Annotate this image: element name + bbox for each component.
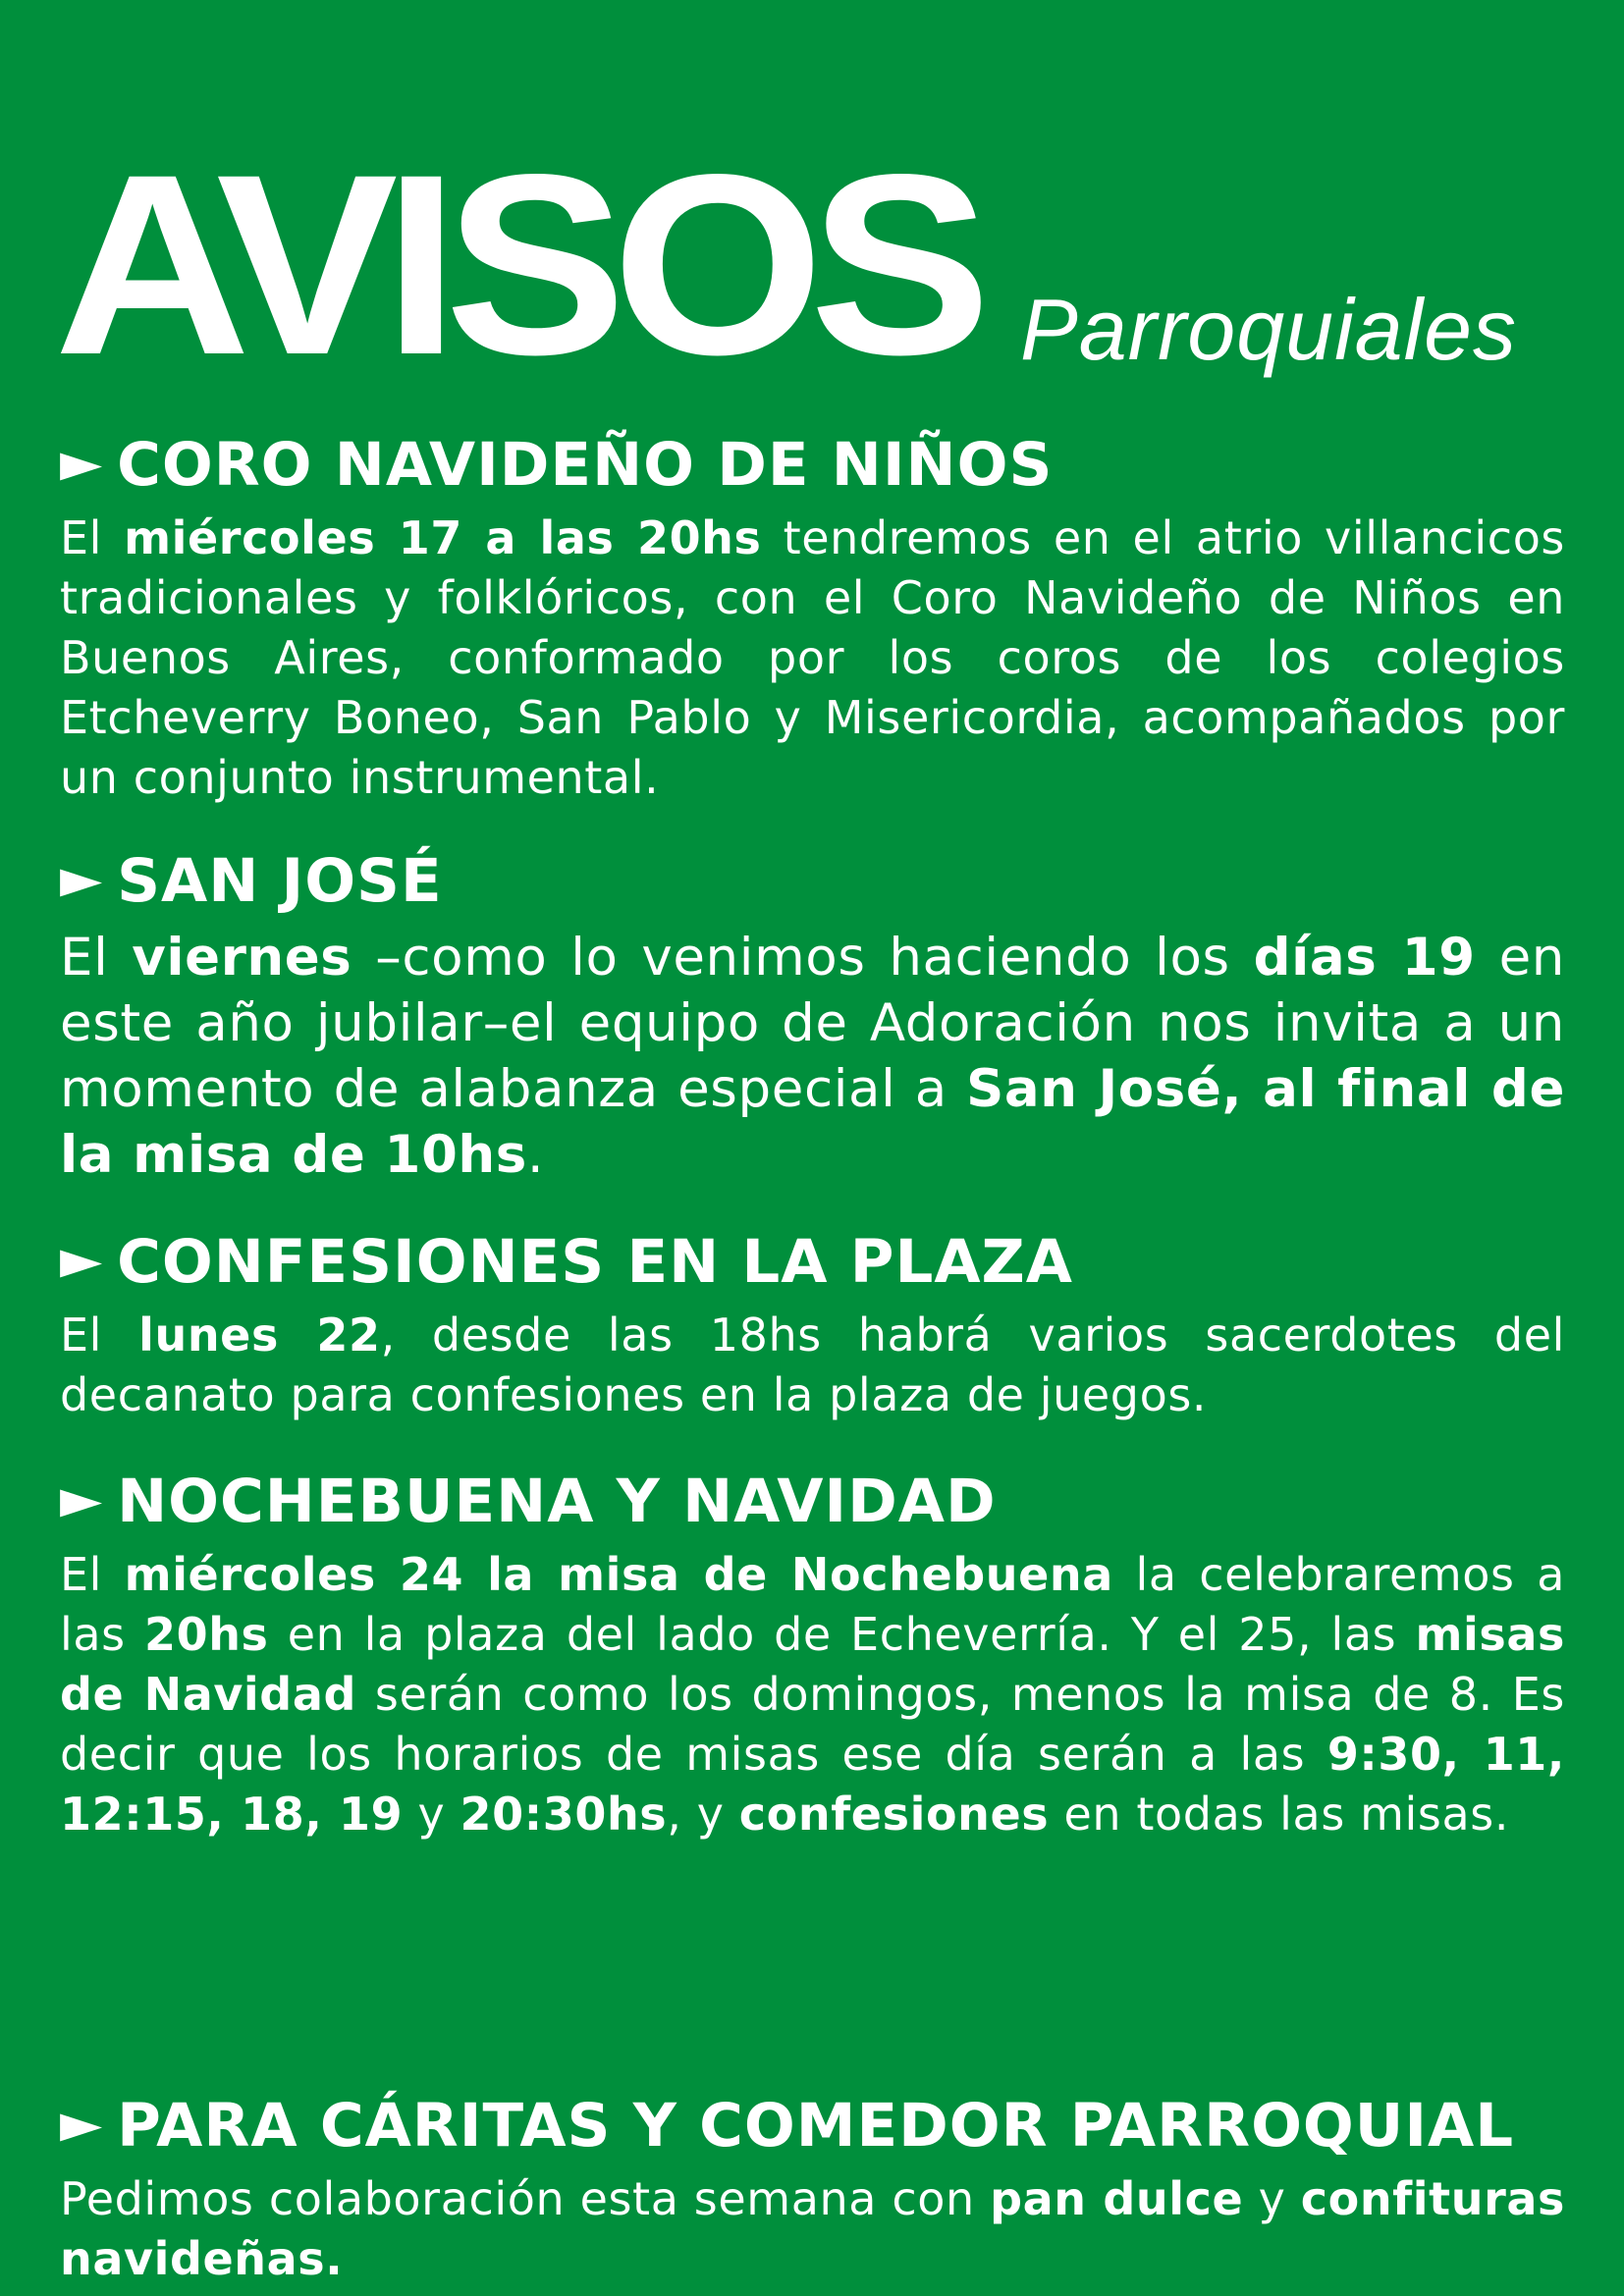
arrow-icon: ►	[60, 1228, 104, 1292]
body-text-run: , y	[667, 1788, 739, 1841]
section-body	[60, 1545, 1565, 1844]
section-heading	[60, 840, 1565, 925]
section-heading-text: CONFESIONES EN LA PLAZA	[117, 1227, 1073, 1297]
section-nochebuena	[60, 1461, 1565, 1844]
body-text-run: Pedimos colaboración esta semana con	[60, 2172, 991, 2225]
body-text-run: El	[60, 1548, 125, 1601]
body-bold-run: confesiones	[738, 1788, 1050, 1841]
section-body	[60, 925, 1565, 1188]
section-body	[60, 508, 1565, 808]
page-subtitle: Parroquiales	[1020, 281, 1518, 378]
section-heading	[60, 2085, 1565, 2169]
body-bold-run: lunes 22	[138, 1308, 381, 1362]
section-body	[60, 1306, 1565, 1425]
section-heading-text: CORO NAVIDEÑO DE NIÑOS	[117, 430, 1054, 500]
body-text-run: El	[60, 511, 125, 564]
body-text-run: en la plaza del lado de Echeverría. Y el 25, las	[268, 1608, 1416, 1661]
section-caritas	[60, 2085, 1565, 2289]
body-bold-run: 9:30, 11, 12:15, 18, 19	[60, 1728, 1565, 1841]
body-text-run: .	[526, 1125, 545, 1185]
body-bold-run: misas de Navidad	[60, 1608, 1565, 1721]
body-bold-run: pan dulce	[990, 2172, 1244, 2225]
body-bold-run: San José, al final de la misa de 10hs	[60, 1059, 1565, 1185]
page-title: AVISOS	[54, 121, 977, 408]
body-text-run: en todas las misas.	[1049, 1788, 1510, 1841]
body-text-run: y	[403, 1788, 460, 1841]
section-body	[60, 2169, 1565, 2289]
body-bold-run: días 19	[1253, 928, 1476, 988]
section-heading	[60, 1221, 1565, 1306]
body-text-run: tendremos en el atrio villancicos tradicionales y folklóricos, con el Coro Navideño de Niños en Buenos Aires, conformado por los coros de los colegios Etcheverry Boneo, San Pablo y Misericordia, acompañados por un conjunto instrumental.	[60, 511, 1565, 804]
section-heading	[60, 424, 1565, 508]
body-bold-run: miércoles 17 a las 20hs	[124, 511, 762, 564]
body-bold-run: confituras navideñas.	[60, 2172, 1565, 2285]
section-confesiones	[60, 1221, 1565, 1425]
section-san-jose	[60, 840, 1565, 1188]
body-bold-run: viernes	[132, 928, 352, 988]
section-heading-text: SAN JOSÉ	[117, 846, 443, 916]
body-bold-run: 20hs	[143, 1608, 269, 1661]
arrow-icon: ►	[60, 1468, 104, 1531]
body-bold-run: miércoles 24 la misa de Nochebuena	[124, 1548, 1113, 1601]
body-bold-run: 20:30hs	[460, 1788, 668, 1841]
body-text-run: en este año jubilar–el equipo de Adoración nos invita a un momento de alabanza especial a	[60, 928, 1565, 1119]
body-text-run: y	[1243, 2172, 1301, 2225]
bulletin-header	[54, 121, 1565, 408]
arrow-icon: ►	[60, 431, 104, 495]
body-text-run: serán como los domingos, menos la misa de 8. Es decir que los horarios de misas ese día serán a las	[60, 1668, 1565, 1781]
body-text-run: –como lo venimos haciendo los	[352, 928, 1254, 988]
arrow-icon: ►	[60, 847, 104, 911]
section-heading-text: PARA CÁRITAS Y COMEDOR PARROQUIAL	[117, 2091, 1515, 2161]
section-heading-text: NOCHEBUENA Y NAVIDAD	[117, 1467, 997, 1536]
arrow-icon: ►	[60, 2092, 104, 2156]
section-heading	[60, 1461, 1565, 1545]
body-text-run: El	[60, 1308, 139, 1362]
body-text-run: la celebraremos a las	[60, 1548, 1565, 1661]
body-text-run: El	[60, 928, 133, 988]
bulletin-page	[54, 121, 1566, 2285]
section-coro-navideno	[60, 424, 1565, 808]
body-text-run: , desde las 18hs habrá varios sacerdotes del decanato para confesiones en la plaza de juegos.	[60, 1308, 1566, 1421]
